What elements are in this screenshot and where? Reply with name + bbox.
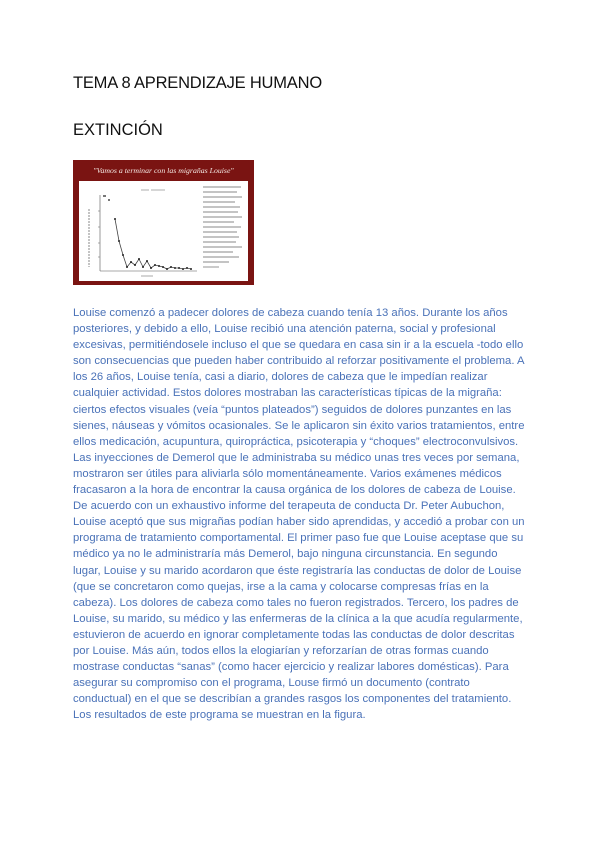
body-paragraph: Louise comenzó a padecer dolores de cabeza cuando tenía 13 años. Durante los años posteriores, y debido a ello, Louise recibió una atención paterna, social y profesional excesivas, permitiéndosele incluso el que se quedara en casa sin ir a la escuela -todo ello son consecuencias que pueden haber contribuido al reforzar positivamente el problema. A los 26 años, Louise tenía, casi a diario, dolores de cabeza que le impedían realizar cualquier actividad. Estos dolores mostraban las características típicas de la migraña: ciertos efectos visuales (veía “puntos plateados”) seguidos de dolores punzantes en las sienes, náuseas y vómitos ocasionales. Se le aplicaron sin éxito varios tratamientos, entre ellos medicación, acupuntura, quiropráctica, psicoterapia y “choques” electroconvulsivos. Las inyecciones de Demerol que le administraba su médico unas tres veces por semana, mostraron ser útiles para aliviarla sólo momentáneamente. Varios exámenes médicos fracasaron a la hora de encontrar la causa orgánica de los dolores de cabeza de Louise. De acuerdo con un exhaustivo informe del terapeuta de conducta Dr. Peter Aubuchon, Louise aceptó que sus migrañas podían haber sido aprendidas, y accedió a probar con un programa de tratamiento comportamental. El primer paso fue que Louise aceptase que su médico ya no le administraría más Demerol, bajo ninguna circunstancia. En segundo lugar, Louise y su marido acordaron que éste registraría las conductas de dolor de Louise (que se concretaron como quejas, irse a la cama y colocarse compresas frías en la cabeza). Los dolores de cabeza como tales no fueron registrados. Tercero, los padres de Louise, su marido, su médico y las enfermeras de la clínica a la que acudía regularmente, estuvieron de acuerdo en ignorar completamente todas las conductas de dolor descritas por Louise. Más aún, todos ellos la elogiarían y reforzarían de otras formas cuando mostrase conductas “sanas” (como hacer ejercicio y realizar labores domésticas). Para asegurar su compromiso con el programa, Louse firmó un documento (contrato conductual) en el que se describían a grandes rasgos los componentes del tratamiento. Los resultados de este programa se muestran en la figura. [73, 307, 525, 722]
document-title: TEMA 8 APRENDIZAJE HUMANO [73, 74, 322, 92]
figure-chart-graphic [79, 181, 248, 281]
figure-chart-panel [79, 181, 248, 281]
figure-caption: "Vamos a terminar con las migrañas Louise" [93, 166, 234, 175]
figure-image [73, 160, 254, 285]
section-heading: EXTINCIÓN [73, 121, 163, 139]
